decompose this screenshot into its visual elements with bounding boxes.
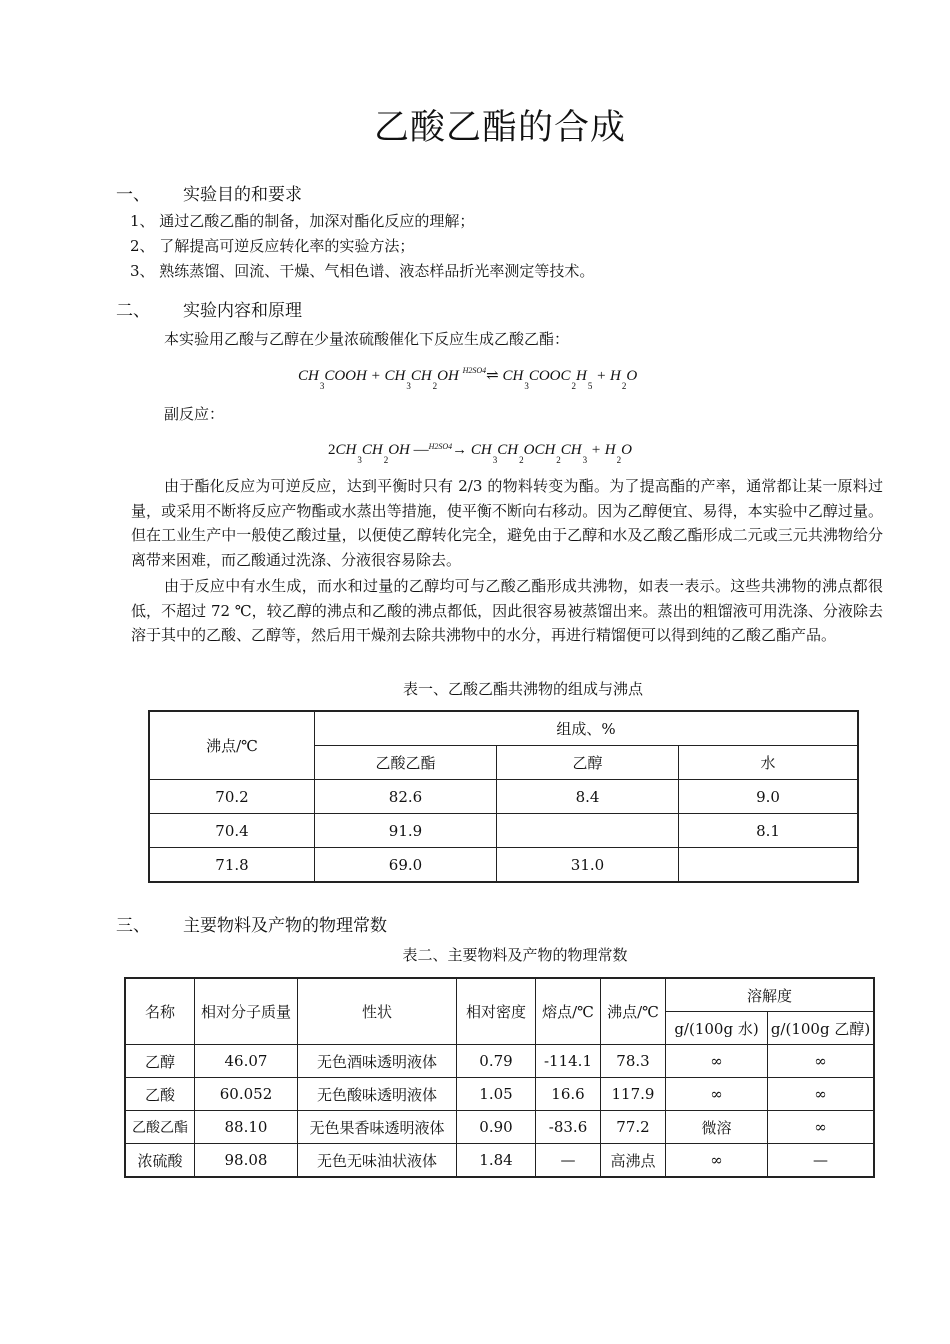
section-2-number: 二、 (116, 301, 150, 321)
section-3-number: 三、 (116, 916, 150, 936)
subheader-ethanol: 乙醇 (497, 746, 679, 780)
table-cell: 78.3 (601, 1045, 666, 1078)
table-cell: 117.9 (601, 1078, 666, 1111)
table-cell: ∞ (768, 1078, 875, 1111)
table-cell: 乙酸乙酯 (125, 1111, 195, 1144)
paragraph-reversible-reaction: 由于酯化反应为可逆反应，达到平衡时只有 2/3 的物料转变为酯。为了提高酯的产率，通常都让某一原料过量，或采用不断将反应产物酯或水蒸出等措施，使平衡不断向右移动。因为乙醇便宜、易得，本实验中乙醇过量。但在工业生产中一般使乙酸过量，以便使乙醇转化完全，避免由于乙醇和水及乙酸乙酯形成二元或三元共沸物给分离带来困难，而乙酸通过洗涤、分液很容易除去。 (131, 477, 883, 569)
table-cell: 高沸点 (601, 1144, 666, 1178)
section-1-number: 一、 (116, 185, 150, 205)
table-cell: 8.4 (497, 780, 679, 814)
main-reaction-equation: $CH_3COOH + CH_3CH_2OH$ $^{H2SO4}$⇌ $CH_3COOC_2H_5 + H_2O$ (298, 366, 638, 391)
table-row (125, 1144, 874, 1178)
objective-item-3: 3、 熟练蒸馏、回流、干燥、气相色谱、液态样品折光率测定等技术。 (130, 262, 595, 280)
table-cell: 无色酸味透明液体 (298, 1078, 457, 1111)
header-solubility: 溶解度 (666, 978, 875, 1012)
table-cell: 91.9 (315, 814, 497, 848)
catalyst-label-2: H2SO4 (428, 442, 453, 451)
table-row (149, 848, 858, 883)
azeotrope-table (148, 710, 859, 883)
subheader-ethyl-acetate: 乙酸乙酯 (315, 746, 497, 780)
header-name: 名称 (125, 978, 195, 1045)
paragraph-azeotrope: 由于反应中有水生成，而水和过量的乙醇均可与乙酸乙酯形成共沸物，如表一表示。这些共沸物的沸点都很低，不超过 72 ℃，较乙醇的沸点和乙酸的沸点都低，因此很容易被蒸馏出来。蒸出的粗馏液可用洗涤、分液除去溶于其中的乙酸、乙醇等，然后用干燥剂去除共沸物中的水分，再进行精馏便可以得到纯的乙酸乙酯产品。 (131, 577, 883, 644)
table-cell: ∞ (768, 1045, 875, 1078)
table-cell: 77.2 (601, 1111, 666, 1144)
header-boiling-point: 沸点/℃ (149, 711, 315, 780)
table-cell: 1.05 (457, 1078, 536, 1111)
table-cell: 31.0 (497, 848, 679, 883)
table-cell: 乙酸 (125, 1078, 195, 1111)
table-row (149, 814, 858, 848)
table-cell: 9.0 (679, 780, 859, 814)
catalyst-label: H2SO4 (462, 366, 487, 375)
table-cell: ∞ (666, 1078, 768, 1111)
equilibrium-arrow-icon: $^{H2SO4}$⇌ (462, 366, 503, 384)
table-cell (679, 848, 859, 883)
table-cell (497, 814, 679, 848)
section-1-title: 实验目的和要求 (183, 185, 302, 205)
subheader-solubility-water: g/(100g 水) (666, 1012, 768, 1045)
table-row (149, 780, 858, 814)
table-cell: 0.90 (457, 1111, 536, 1144)
table-cell: 70.4 (149, 814, 315, 848)
page-title: 乙酸乙酯的合成 (373, 108, 626, 148)
table-row (125, 1078, 874, 1111)
reaction-arrow-icon: —$^{H2SO4}$→ (413, 442, 468, 458)
section-3-title: 主要物料及产物的物理常数 (183, 916, 387, 936)
table-cell: ∞ (768, 1111, 875, 1144)
table-cell: 71.8 (149, 848, 315, 883)
table-cell: -83.6 (536, 1111, 601, 1144)
header-molecular-weight: 相对分子质量 (195, 978, 298, 1045)
table-cell: -114.1 (536, 1045, 601, 1078)
table-cell: ∞ (666, 1045, 768, 1078)
table-row (125, 1111, 874, 1144)
table-cell: 98.08 (195, 1144, 298, 1178)
table-2-caption: 表二、主要物料及产物的物理常数 (402, 946, 628, 964)
objective-item-1: 1、 通过乙酸乙酯的制备，加深对酯化反应的理解； (130, 212, 475, 230)
side-reaction-label: 副反应： (164, 405, 225, 423)
table-cell: 69.0 (315, 848, 497, 883)
table-cell: 微溶 (666, 1111, 768, 1144)
section-2-title: 实验内容和原理 (183, 301, 302, 321)
table-cell: 16.6 (536, 1078, 601, 1111)
table-cell: — (768, 1144, 875, 1178)
table-cell: 无色酒味透明液体 (298, 1045, 457, 1078)
side-reaction-equation: $2CH_3CH_2OH$ —$^{H2SO4}$→ $CH_3CH_2OCH_2CH_3 + H_2O$ (328, 442, 632, 465)
table-cell: 无色无味油状液体 (298, 1144, 457, 1178)
subheader-water: 水 (679, 746, 859, 780)
physical-constants-table (124, 977, 875, 1178)
table-row (125, 1045, 874, 1078)
table-cell: 0.79 (457, 1045, 536, 1078)
table-cell: 60.052 (195, 1078, 298, 1111)
header-appearance: 性状 (298, 978, 457, 1045)
table-cell: 8.1 (679, 814, 859, 848)
table-cell: 浓硫酸 (125, 1144, 195, 1178)
table-cell: 88.10 (195, 1111, 298, 1144)
table-cell: 46.07 (195, 1045, 298, 1078)
table-cell: 乙醇 (125, 1045, 195, 1078)
table-cell: 82.6 (315, 780, 497, 814)
table-cell: 1.84 (457, 1144, 536, 1178)
header-melting-point: 熔点/℃ (536, 978, 601, 1045)
principle-intro: 本实验用乙酸与乙醇在少量浓硫酸催化下反应生成乙酸乙酯： (164, 330, 570, 348)
table-cell: — (536, 1144, 601, 1178)
table-cell: ∞ (666, 1144, 768, 1178)
subheader-solubility-ethanol: g/(100g 乙醇) (768, 1012, 875, 1045)
header-boiling-point: 沸点/℃ (601, 978, 666, 1045)
header-density: 相对密度 (457, 978, 536, 1045)
header-composition: 组成、% (315, 711, 859, 746)
table-cell: 70.2 (149, 780, 315, 814)
table-1-caption: 表一、乙酸乙酯共沸物的组成与沸点 (402, 680, 643, 698)
objective-item-2: 2、 了解提高可逆反应转化率的实验方法； (130, 237, 415, 255)
table-cell: 无色果香味透明液体 (298, 1111, 457, 1144)
